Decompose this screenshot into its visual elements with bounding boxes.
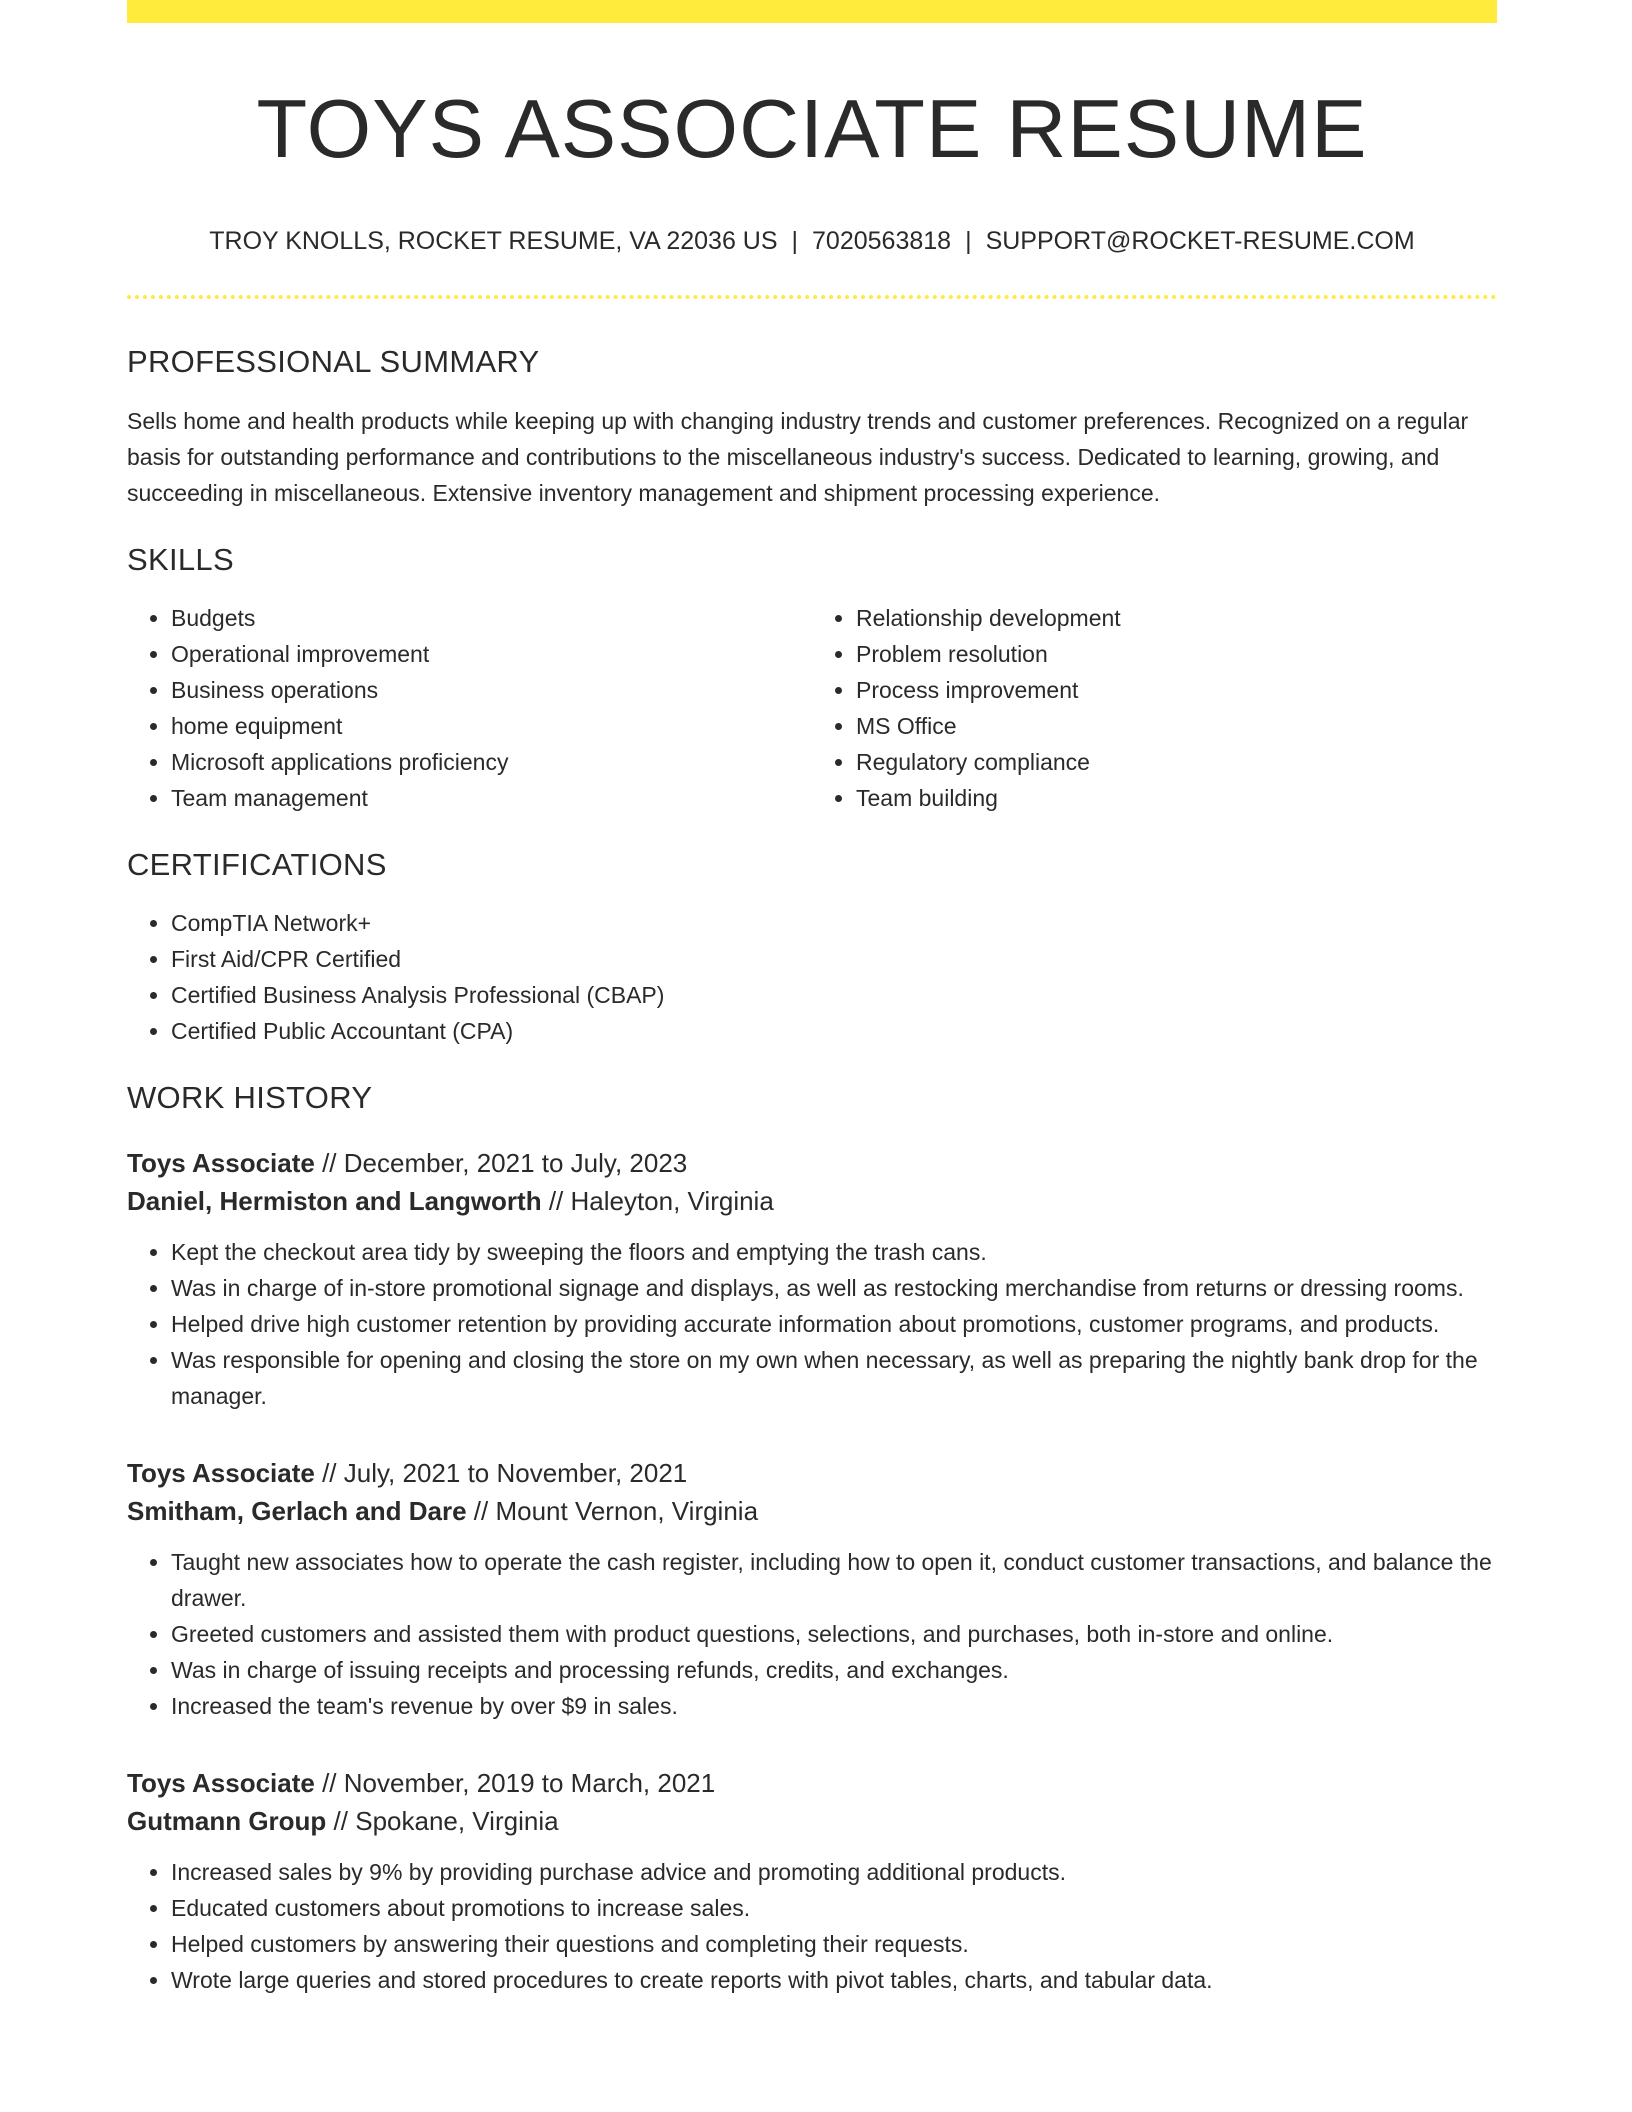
contact-line	[127, 226, 1497, 256]
skills-columns	[127, 600, 1497, 816]
job-dates: // November, 2019 to March, 2021	[314, 1768, 716, 1799]
job-bullet: • Taught new associates how to operate the cash register, including how to open it, conduct customer transactions, and balance the drawer.	[171, 1544, 1497, 1616]
skills-list-left	[127, 600, 812, 816]
certification-item: • First Aid/CPR Certified	[171, 941, 1497, 977]
skill-item: • Budgets	[171, 600, 812, 636]
job-company: Gutmann Group	[127, 1806, 327, 1837]
skill-item: • MS Office	[856, 708, 1497, 744]
job-bullet: • Was in charge of issuing receipts and processing refunds, credits, and exchanges.	[171, 1652, 1497, 1688]
skill-item: • Team management	[171, 780, 812, 816]
job-title-line	[127, 1764, 1497, 1802]
skill-item: • Operational improvement	[171, 636, 812, 672]
certification-item: • CompTIA Network+	[171, 905, 1497, 941]
skill-item: • Team building	[856, 780, 1497, 816]
job-company: Daniel, Hermiston and Langworth	[127, 1186, 542, 1217]
job-location: // Haleyton, Virginia	[541, 1186, 774, 1217]
job-location: // Spokane, Virginia	[326, 1806, 559, 1837]
accent-top-bar	[127, 0, 1497, 23]
job-bullet: • Wrote large queries and stored procedures to create reports with pivot tables, charts, and tabular data.	[171, 1962, 1497, 1998]
job-company-line	[127, 1182, 1497, 1220]
job-bullet: • Was responsible for opening and closing the store on my own when necessary, as well as preparing the nightly bank drop for the manager.	[171, 1342, 1497, 1414]
skills-heading: SKILLS	[127, 541, 234, 577]
certification-item: • Certified Public Accountant (CPA)	[171, 1013, 1497, 1049]
resume-title: TOYS ASSOCIATE RESUME	[256, 82, 1368, 175]
skill-item: • Business operations	[171, 672, 812, 708]
job-company-line	[127, 1492, 1497, 1530]
job-bullet: • Helped drive high customer retention by providing accurate information about promotions, customer programs, and products.	[171, 1306, 1497, 1342]
job-bullet: • Increased sales by 9% by providing purchase advice and promoting additional products.	[171, 1854, 1497, 1890]
job-bullets	[127, 1544, 1497, 1724]
job-entry	[127, 1144, 1497, 1414]
job-location: // Mount Vernon, Virginia	[466, 1496, 759, 1527]
skill-item: • home equipment	[171, 708, 812, 744]
skill-item: • Regulatory compliance	[856, 744, 1497, 780]
job-company: Smitham, Gerlach and Dare	[127, 1496, 467, 1527]
summary-heading: PROFESSIONAL SUMMARY	[127, 344, 540, 380]
job-title: Toys Associate	[127, 1148, 315, 1179]
contact-separator: |	[791, 227, 799, 256]
job-bullet: • Increased the team's revenue by over $9 in sales.	[171, 1688, 1497, 1724]
resume-page	[127, 0, 1497, 1998]
job-bullet: • Educated customers about promotions to increase sales.	[171, 1890, 1497, 1926]
job-title: Toys Associate	[127, 1458, 315, 1489]
skill-item: • Relationship development	[856, 600, 1497, 636]
job-title-line	[127, 1454, 1497, 1492]
certification-item: • Certified Business Analysis Professional (CBAP)	[171, 977, 1497, 1013]
summary-text: Sells home and health products while keeping up with changing industry trends and customer preferences. Recognized on a regular basis for outstanding performance and contributions to the miscellaneous industry's success. Dedicated to learning, growing, and succeeding in miscellaneous. Extensive inventory management and shipment processing experience.	[127, 407, 1469, 506]
job-dates: // July, 2021 to November, 2021	[314, 1458, 688, 1489]
job-bullets	[127, 1854, 1497, 1998]
dotted-divider	[127, 295, 1497, 299]
contact-phone: 7020563818	[812, 227, 952, 256]
contact-separator: |	[965, 227, 972, 256]
job-bullet: • Was in charge of in-store promotional signage and displays, as well as restocking merchandise from returns or dressing rooms.	[171, 1270, 1497, 1306]
job-title: Toys Associate	[127, 1768, 315, 1799]
work-history-heading: WORK HISTORY	[127, 1080, 373, 1115]
skills-list-right	[812, 600, 1497, 816]
skill-item: • Microsoft applications proficiency	[171, 744, 812, 780]
certifications-heading: CERTIFICATIONS	[127, 846, 387, 882]
job-bullet: • Kept the checkout area tidy by sweeping the floors and emptying the trash cans.	[171, 1234, 1497, 1270]
skill-item: • Process improvement	[856, 672, 1497, 708]
certifications-list	[127, 905, 1497, 1049]
job-company-line	[127, 1802, 1497, 1840]
job-bullet: • Helped customers by answering their questions and completing their requests.	[171, 1926, 1497, 1962]
job-title-line	[127, 1144, 1497, 1182]
job-bullets	[127, 1234, 1497, 1414]
job-dates: // December, 2021 to July, 2023	[314, 1148, 688, 1179]
contact-address: TROY KNOLLS, ROCKET RESUME, VA 22036 US	[209, 227, 778, 256]
job-entry	[127, 1764, 1497, 1998]
job-bullet: • Greeted customers and assisted them with product questions, selections, and purchases, both in-store and online.	[171, 1616, 1497, 1652]
contact-email: SUPPORT@ROCKET-RESUME.COM	[985, 227, 1415, 256]
job-entry	[127, 1454, 1497, 1724]
skill-item: • Problem resolution	[856, 636, 1497, 672]
